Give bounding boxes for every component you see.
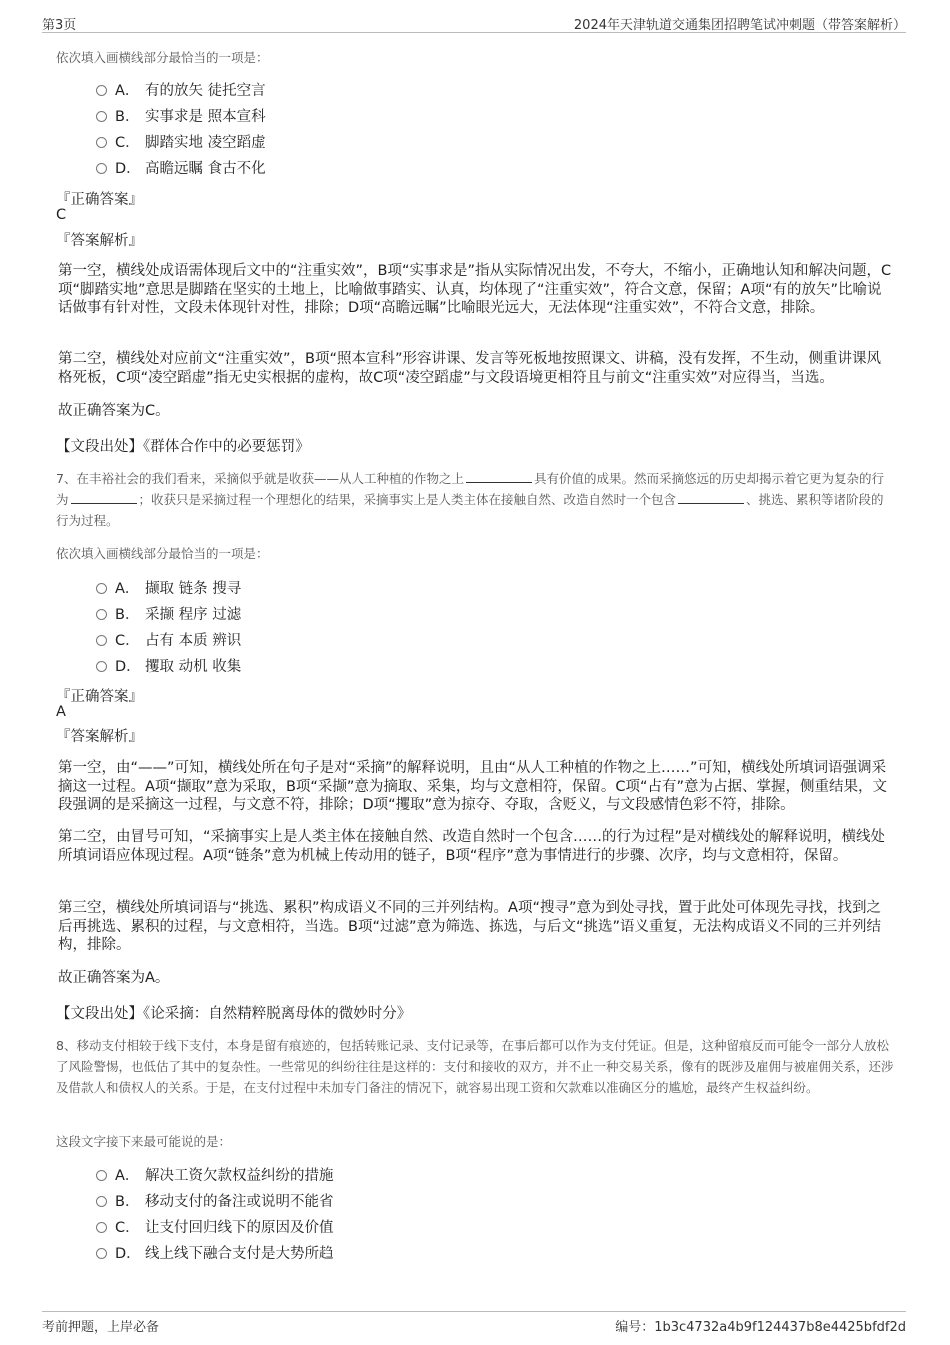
- footer-slogan: 考前押题，上岸必备: [42, 1320, 160, 1335]
- q8-question-text: 8、移动支付相较于线下支付，本身是留有痕迹的，包括转账记录、支付记录等，在事后都可以作为支付凭证。但是，这种留痕反而可能令一部分人放松了风险警惕，也低估了其中的复杂性。一些常见的纠纷往往是这样的：支付和接收的双方，并不止一种交易关系，像有的既涉及雇佣与被雇佣关系，还涉及借款人和债权人的关系。于是，在支付过程中未加专门备注的情况下，就容易出现工资和欠款难以准确区分的尴尬，最终产生权益纠纷。: [56, 1038, 894, 1095]
- q7-question-text: [56, 468, 896, 531]
- q7-answer: A: [56, 704, 66, 720]
- q6-analysis-label: 『答案解析』: [56, 233, 143, 249]
- option-letter: A．: [115, 581, 140, 597]
- option-text: 撷取 链条 搜寻: [145, 581, 242, 597]
- q6-analysis-paragraph-2: 第二空，横线处对应前文“注重实效”，B项“照本宣科”形容讲课、发言等死板地按照课文、讲稿，没有发挥，不生动，侧重讲课风格死板，C项“凌空蹈虚”指无史实根据的虚构，故C项“凌空蹈虚”与文段语境更相符且与前文“注重实效”对应得当，当选。: [58, 351, 881, 386]
- option-text: 让支付回归线下的原因及价值: [145, 1220, 334, 1236]
- page-footer: [42, 1311, 906, 1338]
- q7-source: 【文段出处】《论采摘：自然精粹脱离母体的微妙时分》: [56, 1006, 412, 1022]
- option-text: 高瞻远瞩 食古不化: [145, 161, 266, 177]
- radio-icon[interactable]: [96, 635, 107, 646]
- radio-icon[interactable]: [96, 609, 107, 620]
- q8-prompt: 这段文字接下来最可能说的是：: [56, 1134, 232, 1149]
- option-letter: D．: [115, 1246, 141, 1262]
- q8-option-a[interactable]: [96, 1165, 334, 1187]
- q7-analysis-paragraph-3: 第三空，横线处所填词语与“挑选、累积”构成语义不同的三并列结构。A项“搜寻”意为到处寻找，置于此处可体现先寻找，找到之后再挑选、累积的过程，与文意相符，当选。B项“过滤”意为筛选、拣选，与后文“挑选”语义重复，无法构成语义不同的三并列结构，排除。: [58, 900, 881, 953]
- radio-icon[interactable]: [96, 111, 107, 122]
- option-text: 线上线下融合支付是大势所趋: [145, 1246, 334, 1262]
- radio-icon[interactable]: [96, 1196, 107, 1207]
- radio-icon[interactable]: [96, 1248, 107, 1259]
- q6-source: 【文段出处】《群体合作中的必要惩罚》: [56, 439, 310, 455]
- option-letter: D．: [115, 161, 141, 177]
- q7-analysis-label: 『答案解析』: [56, 729, 143, 745]
- option-letter: D．: [115, 659, 141, 675]
- radio-icon[interactable]: [96, 1170, 107, 1181]
- q7-analysis-conclusion: 故正确答案为A。: [58, 970, 170, 986]
- blank-line: [466, 472, 532, 483]
- option-letter: A．: [115, 1168, 140, 1184]
- document-title: 2024年天津轨道交通集团招聘笔试冲刺题（带答案解析）: [573, 18, 906, 33]
- q7-text-part-1: 7、在丰裕社会的我们看来，采摘似乎就是收获——从人工种植的作物之上: [56, 471, 464, 486]
- q6-analysis-conclusion: 故正确答案为C。: [58, 403, 170, 419]
- option-text: 采撷 程序 过滤: [145, 607, 242, 623]
- option-letter: A．: [115, 83, 140, 99]
- q6-option-c[interactable]: [96, 132, 266, 154]
- radio-icon[interactable]: [96, 1222, 107, 1233]
- option-text: 解决工资欠款权益纠纷的措施: [145, 1168, 334, 1184]
- q6-answer-label: 『正确答案』: [56, 192, 143, 208]
- option-letter: B．: [115, 109, 140, 125]
- q6-prompt: 依次填入画横线部分最恰当的一项是：: [56, 50, 269, 65]
- q7-text-part-2: 具有价值的成果。然而采摘悠远的历史却揭示着它更为复杂的行为: [56, 471, 884, 507]
- q7-text-part-3: ；收获只是采摘过程一个理想化的结果，采摘事实上是人类主体在接触自然、改造自然时一个包含: [138, 492, 677, 507]
- q7-option-c[interactable]: [96, 630, 241, 652]
- option-text: 脚踏实地 凌空蹈虚: [145, 135, 266, 151]
- q7-option-a[interactable]: [96, 578, 241, 600]
- q6-option-d[interactable]: [96, 158, 266, 180]
- q6-option-b[interactable]: [96, 106, 266, 128]
- q8-option-d[interactable]: [96, 1243, 334, 1265]
- option-text: 占有 本质 辨识: [145, 633, 242, 649]
- option-text: 实事求是 照本宣科: [145, 109, 266, 125]
- radio-icon[interactable]: [96, 583, 107, 594]
- q7-option-d[interactable]: [96, 656, 241, 678]
- document-id: 编号：1b3c4732a4b9f124437b8e4425bfdf2d: [615, 1320, 906, 1335]
- page-number: 第3页: [42, 18, 77, 33]
- option-text: 移动支付的备注或说明不能省: [145, 1194, 334, 1210]
- option-letter: C．: [115, 1220, 140, 1236]
- q6-option-a[interactable]: [96, 80, 266, 102]
- option-letter: B．: [115, 607, 140, 623]
- radio-icon[interactable]: [96, 85, 107, 96]
- blank-line: [71, 493, 137, 504]
- q6-analysis-paragraph-1: 第一空，横线处成语需体现后文中的“注重实效”，B项“实事求是”指从实际情况出发，不夸大，不缩小，正确地认知和解决问题，C项“脚踏实地”意思是脚踏在坚实的土地上，比喻做事踏实、认真，均体现了“注重实效”，符合文意，保留；A项“有的放矢”比喻说话做事有针对性，文段未体现针对性，排除；D项“高瞻远瞩”比喻眼光远大，无法体现“注重实效”，不符合文意，排除。: [58, 263, 892, 316]
- page-header: [42, 12, 906, 33]
- q7-text-part-4: 、挑选、累积等诸阶段的行为过程。: [56, 492, 884, 528]
- blank-line: [678, 493, 744, 504]
- radio-icon[interactable]: [96, 163, 107, 174]
- q7-option-b[interactable]: [96, 604, 241, 626]
- q8-option-b[interactable]: [96, 1191, 334, 1213]
- q7-prompt: 依次填入画横线部分最恰当的一项是：: [56, 546, 269, 561]
- option-text: 攫取 动机 收集: [145, 659, 242, 675]
- q6-answer: C: [56, 207, 67, 223]
- option-letter: C．: [115, 633, 140, 649]
- option-letter: B．: [115, 1194, 140, 1210]
- q7-analysis-paragraph-1: 第一空，由“——”可知，横线处所在句子是对“采摘”的解释说明，且由“从人工种植的作物之上……”可知，横线处所填词语强调采摘这一过程。A项“撷取”意为采取，B项“采撷”意为摘取、采集，均与文意相符，保留。C项“占有”意为占据、掌握，侧重结果，文段强调的是采摘这一过程，与文意不符，排除；D项“攫取”意为掠夺、夺取，含贬义，与文段感情色彩不符，排除。: [58, 760, 888, 813]
- option-text: 有的放矢 徒托空言: [145, 83, 266, 99]
- q7-answer-label: 『正确答案』: [56, 689, 143, 705]
- radio-icon[interactable]: [96, 137, 107, 148]
- q7-analysis-paragraph-2: 第二空，由冒号可知，“采摘事实上是人类主体在接触自然、改造自然时一个包含……的行为过程”是对横线处的解释说明，横线处所填词语应体现过程。A项“链条”意为机械上传动用的链子，B项“程序”意为事情进行的步骤、次序，均与文意相符，保留。: [58, 829, 886, 864]
- q8-option-c[interactable]: [96, 1217, 334, 1239]
- option-letter: C．: [115, 135, 140, 151]
- radio-icon[interactable]: [96, 661, 107, 672]
